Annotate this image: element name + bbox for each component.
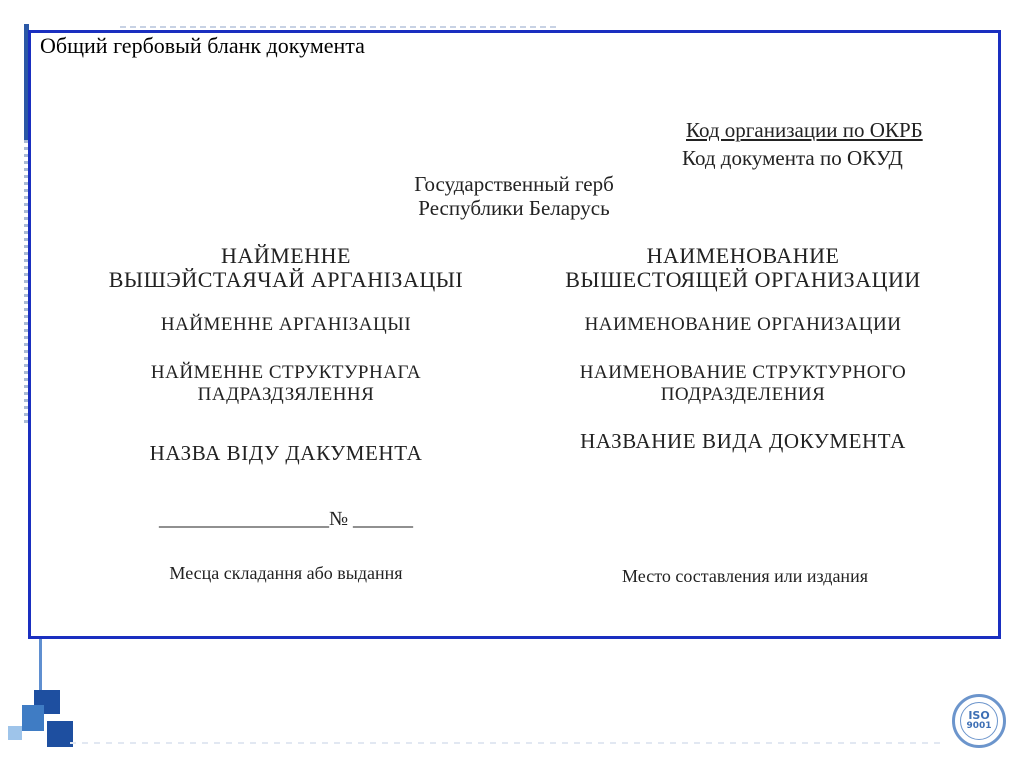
ru-place-label: Место составления или издания [622,566,868,586]
code-okrb-label: Код организации по ОКРБ [686,118,923,142]
decor-square [22,705,44,731]
emblem-line-2: Республики Беларусь [418,196,610,220]
bottom-decor-line [70,742,940,744]
emblem-line-1: Государственный герб [414,172,614,196]
top-decor-line [120,26,560,28]
by-place-label: Месца складання або выдання [169,563,403,583]
by-higher-org-line-2: ВЫШЭЙСТАЯЧАЙ АРГАНІЗАЦЫІ [108,267,464,292]
ru-unit-line-2: ПОДРАЗДЕЛЕНИЯ [660,384,826,405]
by-unit-line-2: ПАДРАЗДЗЯЛЕННЯ [197,384,375,405]
ru-unit-line-1: НАИМЕНОВАНИЕ СТРУКТУРНОГО [579,362,907,383]
ru-unit-name [580,362,906,406]
seal-text-iso: ISO [968,709,990,722]
seal-text-number: 9001 [966,721,992,731]
ru-doc-type: НАЗВАНИЕ ВИДА ДОКУМЕНТА [580,429,906,453]
decor-square [8,726,22,740]
ru-org-name: НАИМЕНОВАНИЕ ОРГАНИЗАЦИИ [584,314,902,335]
ru-higher-org [565,244,921,292]
iso-seal-icon [952,694,1006,748]
decor-connector [39,639,42,691]
ru-higher-org-line-1: НАИМЕНОВАНИЕ [646,243,840,268]
code-okud-label: Код документа по ОКУД [682,146,903,170]
page-title: Общий гербовый бланк документа [40,33,365,58]
by-higher-org-line-1: НАЙМЕННЕ [221,243,351,268]
ru-higher-org-line-2: ВЫШЕСТОЯЩЕЙ ОРГАНИЗАЦИИ [565,267,921,292]
by-org-name: НАЙМЕННЕ АРГАНІЗАЦЫІ [160,314,412,335]
by-unit-line-1: НАЙМЕННЕ СТРУКТУРНАГА [150,362,422,383]
by-higher-org [109,244,463,292]
by-unit-name [151,362,421,406]
emblem-placeholder [414,172,614,220]
by-doc-type: НАЗВА ВІДУ ДАКУМЕНТА [149,441,423,465]
by-date-number-line: _________________№ ______ [158,508,414,530]
